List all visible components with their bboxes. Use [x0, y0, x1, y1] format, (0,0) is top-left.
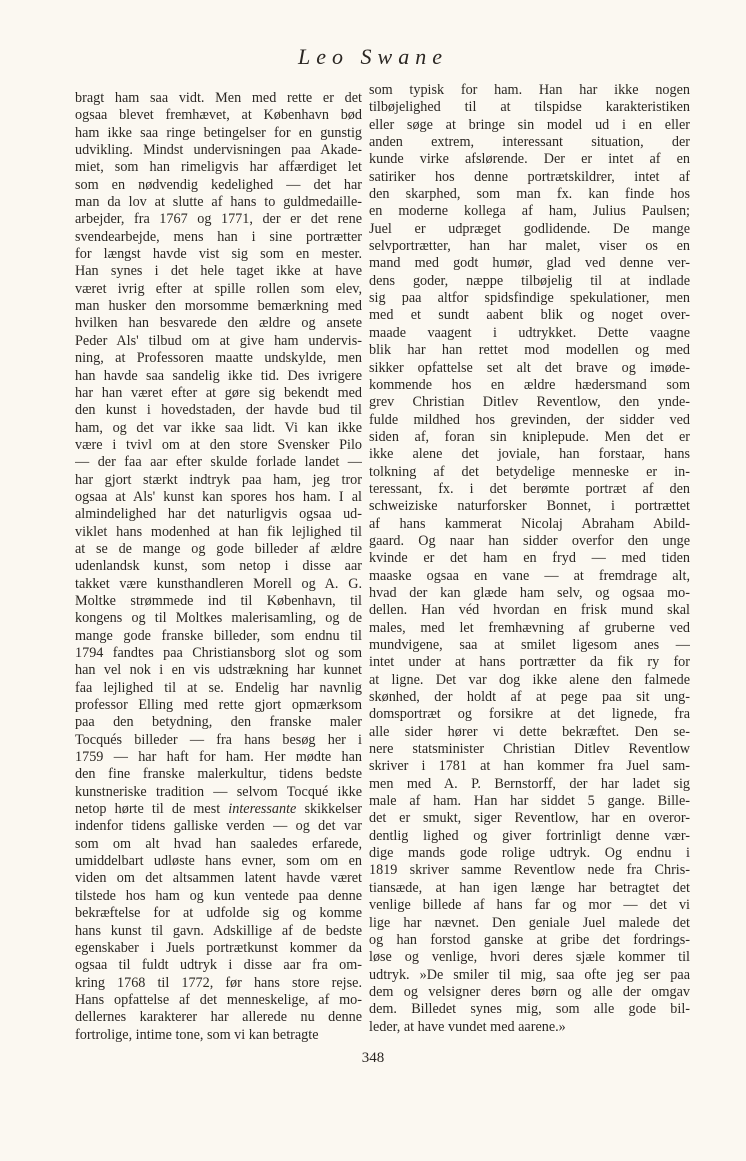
- text-line: tilstede hos ham og kun ventede paa denne: [75, 887, 362, 904]
- text-line: tiansæde, at han igen længe har betragtet det: [369, 879, 690, 896]
- text-line: ogsaa blevet fremhævet, at København bød: [75, 107, 362, 124]
- text-line: skriver i 1781 at han kommer fra Juel sam-: [369, 758, 690, 775]
- text-line: lige har nævnet. Den geniale Juel malede det: [369, 914, 690, 931]
- text-line: takket være kunsthandleren Morell og A. G.: [75, 575, 362, 592]
- text-line: man da lov at slutte af hans to guldmedaille-: [75, 194, 362, 211]
- text-line: udtryk. »De smiler til mig, saa ofte jeg ser paa: [369, 966, 690, 983]
- right-text-column: [369, 82, 690, 1036]
- page-number: 348: [361, 1050, 385, 1066]
- text-line: som en nødvendig kedelighed — det har: [75, 176, 362, 193]
- text-line: paa den betydning, den franske maler: [75, 714, 362, 731]
- text-line: skønhed, der holdt af at pege paa sit ung-: [369, 689, 690, 706]
- text-line: Han synes i det hele taget ikke at have: [75, 263, 362, 280]
- text-line: har gjort stærkt indtryk paa ham, jeg tror: [75, 471, 362, 488]
- text-line: hvad der kan glæde ham selv, og ogsaa mo-: [369, 584, 690, 601]
- text-line: ham, og det var ikke saa lidt. Vi kan ikke: [75, 419, 362, 436]
- text-line: satiriker hos denne portrætskildrer, intet af: [369, 168, 690, 185]
- text-line: Moltke strømmede ind til København, til: [75, 592, 362, 609]
- text-line: blik har han rettet mod modellen og med: [369, 342, 690, 359]
- text-line: det er smukt, siger Reventlow, har en overor-: [369, 810, 690, 827]
- text-line: at ligne. Det var dog ikke alene den falmede: [369, 671, 690, 688]
- text-line: være i tvivl om at den store Svensker Pilo: [75, 436, 362, 453]
- text-line: tilbøjelighed til at tilspidse karakteristiken: [369, 99, 690, 116]
- text-line: og han forstod ganske at gribe det fordrings-: [369, 931, 690, 948]
- text-line: dem og velsigner deres børn og alle der omgav: [369, 983, 690, 1000]
- text-line: intet under at hans portrætter da fik ry for: [369, 654, 690, 671]
- text-line: dige mands gode rolige udtryk. Og endnu i: [369, 845, 690, 862]
- text-line: som om alt hvad han saaledes erfarede,: [75, 835, 362, 852]
- text-line: fulde mildhed hos grevinden, der sidder ved: [369, 411, 690, 428]
- text-line: Tocqués billeder — fra hans besøg her i: [75, 731, 362, 748]
- text-line: været ivrig efter at spille rollen som elev,: [75, 280, 362, 297]
- text-line: viden om det altsammen latent havde været: [75, 870, 362, 887]
- text-line: dellen. Han véd hvordan en frisk mund skal: [369, 602, 690, 619]
- text-line: eller søge at bringe sin model ud i en eller: [369, 116, 690, 133]
- text-line: kvinde er det ham en fryd — med tiden: [369, 550, 690, 567]
- text-line: teressant, fx. i det berømte portræt af den: [369, 480, 690, 497]
- text-line: udenlandsk kunst, som netop i disse aar: [75, 558, 362, 575]
- text-line: ikke alene det joviale, han forstaar, hans: [369, 446, 690, 463]
- text-line: umiddelbart udløste hans evner, som om en: [75, 853, 362, 870]
- text-line: den kunst i hovedstaden, der havde bud til: [75, 402, 362, 419]
- text-line: 1794 fandtes paa Christiansborg slot og som: [75, 645, 362, 661]
- text-line: sig paa altfor spidsfindige spekulationer, men: [369, 290, 690, 307]
- text-line: kring 1768 til 1772, før hans store rejse.: [75, 974, 362, 991]
- text-line: en moderne kollega af ham, Julius Paulsen;: [369, 203, 690, 220]
- italic-emphasis: interessante: [228, 801, 297, 818]
- text-line: at se de mange og gode billeder af ældre: [75, 540, 362, 557]
- text-line: selvportrætter, han har malet, viser os en: [369, 238, 690, 255]
- text-line: siden af, foran sin kniplepude. Men det er: [369, 428, 690, 445]
- text-line: 1819 skriver samme Reventlow nede fra Chris-: [369, 862, 690, 879]
- text-line: nere statsminister Christian Ditlev Reventlow: [369, 741, 690, 758]
- text-line: han vel nok i en vis udstrækning har kunnet: [75, 662, 362, 679]
- text-line: har han været efter at gøre sig bekendt med: [75, 384, 362, 401]
- text-line: male af ham. Han har siddet 5 gange. Bille-: [369, 793, 690, 810]
- text-line: indenfor tidens galliske verden — og det var: [75, 818, 362, 835]
- text-line: den skarphed, som man fx. kan finde hos: [369, 186, 690, 203]
- text-line: som typisk for ham. Han har ikke nogen: [369, 82, 690, 98]
- text-line: men med A. P. Bernstorff, der har ladet sig: [369, 775, 690, 792]
- text-line: males, med let fremhævning af gruberne ved: [369, 619, 690, 636]
- text-line: svendearbejde, mens han i sine portrætter: [75, 228, 362, 245]
- text-line: maaske ogsaa en vane — at fremdrage alt,: [369, 567, 690, 584]
- text-line: den fine franske malerkultur, tidens bedste: [75, 766, 362, 783]
- text-line: hvilken han besvarede den ældre og ansete: [75, 315, 362, 332]
- text-line: ning, at Professoren maatte undskylde, men: [75, 350, 362, 367]
- text-line: anden extrem, interessant situation, der: [369, 134, 690, 151]
- text-line: udvikling. Mindst undervisningen paa Akade-: [75, 142, 362, 159]
- text-line: alle sider hører vi dette bekræftet. Den se-: [369, 723, 690, 740]
- text-line: 1759 — har haft for ham. Her mødte han: [75, 749, 362, 766]
- text-line: han havde saa sandelig ikke tid. Des ivrigere: [75, 367, 362, 384]
- text-segment: netop hørte til de mest: [75, 801, 229, 818]
- text-line: almindelighed har det naturligvis ogsaa ud-: [75, 506, 362, 523]
- text-line: tolkning af det betydelige menneske er in-: [369, 463, 690, 480]
- text-line: egenskaber i Juels portrætkunst kommer da: [75, 939, 362, 956]
- text-line: mundvigene, saa at smilet ligesom anes —: [369, 637, 690, 653]
- text-line: dellernes karakterer har allerede nu denne: [75, 1009, 362, 1026]
- text-line: viklet hans modenhed at han fik lejlighed til: [75, 523, 362, 540]
- text-line: ogsaa at Als' kunst kan spores hos ham. I al: [75, 488, 362, 505]
- text-line: man husker den morsomme bemærkning med: [75, 298, 362, 315]
- text-line: dentlig lighed og giver fortrinligt denne vær-: [369, 827, 690, 844]
- text-line: kunstneriske tradition — selvom Tocqué ikke: [75, 783, 362, 800]
- text-line: hans kunst til gavn. Adskillige af de bedste: [75, 922, 362, 939]
- text-line: med et sundt aabent blik og noget over-: [369, 307, 690, 324]
- left-text-column: [75, 90, 362, 1044]
- text-line: maade vaagent i udtrykket. Dette vaagne: [369, 324, 690, 341]
- text-line: kongens og til Moltkes malerisamling, og de: [75, 610, 362, 627]
- text-line: miet, som han rimeligvis har affærdiget let: [75, 159, 362, 176]
- text-line: leder, at have vundet med aarene.»: [369, 1018, 566, 1035]
- text-line: kunde virke afslørende. Der er intet af en: [369, 151, 690, 168]
- text-line: domsportræt og forsikre at det lignede, fra: [369, 706, 690, 723]
- text-line: sikker opfattelse set alt det brave og imøde-: [369, 359, 690, 376]
- text-line: faa lejlighed til at se. Endelig har navnlig: [75, 679, 362, 696]
- text-line: venlige billede af hans far og mor — det vi: [369, 897, 690, 914]
- text-line: gaard. Og naar han sidder overfor den unge: [369, 532, 690, 549]
- text-line: [75, 801, 362, 818]
- text-segment: skikkelser: [296, 801, 362, 818]
- text-line: bragt ham saa vidt. Men med rette er det: [75, 90, 362, 106]
- text-line: dem. Billedet synes mig, som alle gode bil-: [369, 1001, 690, 1018]
- text-line: Peder Als' tilbud om at give ham undervis-: [75, 332, 362, 349]
- text-line: schweiziske naturforsker Bonnet, i portrættet: [369, 498, 690, 515]
- text-line: grev Christian Ditlev Reventlow, den ynde-: [369, 394, 690, 411]
- text-line: af hans kammerat Nicolaj Abraham Abild-: [369, 515, 690, 532]
- text-line: løse og venlige, hvori deres sjæle kommer til: [369, 949, 690, 966]
- text-line: ogsaa til fuldt udtryk i disse aar fra om-: [75, 957, 362, 974]
- text-line: for længst havde vist sig som en mester.: [75, 246, 362, 263]
- running-head: Leo Swane: [298, 44, 448, 69]
- text-line: ham ikke saa ringe betingelser for en gunstig: [75, 124, 362, 141]
- text-line: professor Elling med rette gjort opmærksom: [75, 697, 362, 714]
- text-line: kommende hos en ældre hædersmand som: [369, 376, 690, 393]
- text-line: Juel er udpræget godlidende. De mange: [369, 220, 690, 237]
- text-line: Hans opfattelse af det menneskelige, af mo-: [75, 991, 362, 1008]
- text-line: dens goder, næppe tilbøjelig til at indlade: [369, 272, 690, 289]
- text-line: mand med godt humør, glad ved denne ver-: [369, 255, 690, 272]
- text-line: — der faa aar efter skulde forlade landet —: [75, 454, 362, 471]
- text-line: bekræftelse for at udfolde sig og komme: [75, 905, 362, 922]
- text-line: mange gode franske billeder, som endnu til: [75, 627, 362, 644]
- text-line: fortrolige, intime tone, som vi kan betragte: [75, 1026, 319, 1043]
- text-line: arbejder, fra 1767 og 1771, der er det rene: [75, 211, 362, 228]
